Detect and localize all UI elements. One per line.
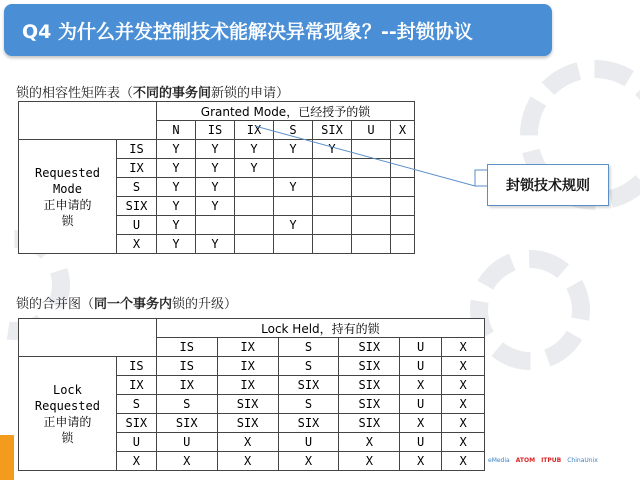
- matrix1-cell: [313, 178, 352, 197]
- matrix1-cell: [196, 216, 235, 235]
- matrix1-cell: Y: [196, 235, 235, 254]
- matrix2-row-mode: U: [116, 433, 156, 452]
- matrix2-row-mode: SIX: [116, 414, 156, 433]
- matrix2-cell: X: [442, 433, 485, 452]
- matrix1-cell: [391, 178, 415, 197]
- matrix2-cell: X: [442, 357, 485, 376]
- matrix1-row-group-label-line: Requested: [34, 165, 101, 180]
- matrix2-cell: SIX: [339, 414, 400, 433]
- matrix2-cell: X: [339, 452, 400, 471]
- matrix1-cell: [352, 159, 391, 178]
- footer-logo: eMedia: [488, 456, 510, 464]
- matrix1-cell: [391, 197, 415, 216]
- matrix1-cell: [235, 197, 274, 216]
- matrix2-cell: X: [278, 452, 339, 471]
- matrix2-cell: S: [278, 357, 339, 376]
- footer-logo: ATOM: [515, 456, 536, 464]
- matrix1-cell: [313, 235, 352, 254]
- matrix1-cell: Y: [157, 140, 196, 159]
- matrix2-row-group-label-line: 正申请的: [43, 414, 92, 429]
- matrix1-cell: [313, 197, 352, 216]
- matrix1-cell: [391, 159, 415, 178]
- matrix2-cell: SIX: [278, 376, 339, 395]
- matrix1-column-header: SIX: [313, 121, 352, 140]
- matrix2-caption-bold: 同一个事务内: [94, 297, 173, 312]
- matrix2-caption-prefix: 锁的合并图（: [16, 297, 95, 312]
- matrix1-cell: [235, 216, 274, 235]
- matrix1-cell: Y: [196, 197, 235, 216]
- matrix1-cell: [313, 216, 352, 235]
- matrix2-caption-suffix: 锁的升级）: [172, 297, 238, 312]
- matrix1-cell: [352, 140, 391, 159]
- matrix1-group-header: [157, 102, 415, 121]
- matrix1-cell: Y: [157, 197, 196, 216]
- matrix1-column-header: X: [391, 121, 415, 140]
- matrix2-cell: S: [278, 395, 339, 414]
- matrix1-group-header-label: Granted Mode，已经授予的锁: [200, 104, 371, 119]
- matrix1-column-header: U: [352, 121, 391, 140]
- matrix1-cell: [274, 197, 313, 216]
- matrix1-cell: [391, 216, 415, 235]
- matrix2-cell: X: [442, 414, 485, 433]
- callout-label: 封锁技术规则: [506, 178, 590, 194]
- footer-logos: [488, 452, 638, 468]
- footer-logo: ChinaUnix: [567, 456, 598, 464]
- matrix1-cell: [352, 216, 391, 235]
- matrix1-cell: Y: [313, 140, 352, 159]
- matrix2-cell: X: [400, 414, 442, 433]
- matrix2-row-group-label-line: 锁: [61, 430, 74, 445]
- matrix1-row-group-label-line: Mode: [53, 181, 82, 196]
- matrix1-cell: Y: [157, 159, 196, 178]
- matrix1-cell: [235, 178, 274, 197]
- matrix2-cell: X: [339, 433, 400, 452]
- matrix2-cell: SIX: [156, 414, 217, 433]
- matrix1-cell: [391, 140, 415, 159]
- matrix1-cell: Y: [235, 140, 274, 159]
- matrix2-cell: SIX: [339, 395, 400, 414]
- matrix1-corner-cell: [19, 102, 157, 140]
- matrix1-row-group-label-line: 正申请的: [43, 197, 92, 212]
- matrix2-row-mode: IS: [116, 357, 156, 376]
- matrix2-column-header: IS: [156, 338, 217, 357]
- matrix1-cell: [352, 235, 391, 254]
- matrix1-cell: Y: [274, 216, 313, 235]
- matrix2-body: [19, 357, 485, 471]
- matrix2-column-header: SIX: [339, 338, 400, 357]
- matrix2-cell: U: [400, 433, 442, 452]
- callout-rules-box: [487, 164, 609, 206]
- lock-conversion-matrix: [18, 318, 485, 471]
- matrix1-cell: [352, 178, 391, 197]
- matrix2-cell: S: [156, 395, 217, 414]
- slide-title-bar: [4, 4, 552, 56]
- matrix1-cell: Y: [157, 178, 196, 197]
- matrix1-cell: Y: [196, 178, 235, 197]
- matrix1-caption-bold: 不同的事务间: [133, 86, 212, 101]
- footer-logo: ITPUB: [541, 456, 562, 464]
- matrix1-caption-prefix: 锁的相容性矩阵表（: [16, 86, 134, 101]
- slide-title: Q4 为什么并发控制技术能解决异常现象？--封锁协议: [22, 21, 473, 43]
- matrix2-row-mode: IX: [116, 376, 156, 395]
- matrix2-cell: SIX: [278, 414, 339, 433]
- matrix1-row: [19, 140, 415, 159]
- background-gear-decoration: [470, 250, 590, 370]
- matrix1-row-group-label-line: 锁: [61, 213, 74, 228]
- matrix1-row-mode: U: [117, 216, 157, 235]
- matrix2-row: [19, 357, 485, 376]
- matrix1-caption: [16, 82, 289, 101]
- matrix1-cell: Y: [274, 140, 313, 159]
- matrix1-row-mode: SIX: [117, 197, 157, 216]
- matrix1-cell: Y: [196, 140, 235, 159]
- matrix1-column-header: N: [157, 121, 196, 140]
- matrix2-group-header-label: Lock Held，持有的锁: [261, 321, 380, 336]
- matrix1-column-header: S: [274, 121, 313, 140]
- matrix2-cell: IX: [156, 376, 217, 395]
- matrix2-cell: X: [217, 433, 278, 452]
- matrix2-cell: IS: [156, 357, 217, 376]
- matrix2-cell: U: [400, 357, 442, 376]
- matrix2-cell: IX: [217, 376, 278, 395]
- matrix2-caption: [16, 293, 237, 312]
- matrix2-cell: X: [442, 452, 485, 471]
- matrix1-cell: [274, 159, 313, 178]
- matrix2-cell: X: [442, 395, 485, 414]
- matrix2-column-header: S: [278, 338, 339, 357]
- matrix1-row-mode: S: [117, 178, 157, 197]
- matrix2-cell: X: [400, 452, 442, 471]
- matrix2-cell: X: [400, 376, 442, 395]
- matrix2-column-header: U: [400, 338, 442, 357]
- matrix1-cell: Y: [157, 235, 196, 254]
- matrix1-cell: [352, 197, 391, 216]
- matrix1-cell: [274, 235, 313, 254]
- matrix1-column-header: IS: [196, 121, 235, 140]
- matrix2-cell: U: [156, 433, 217, 452]
- matrix2-row-group-label-line: Lock: [52, 382, 82, 397]
- compatibility-matrix: [18, 101, 415, 254]
- matrix2-cell: U: [278, 433, 339, 452]
- matrix1-caption-suffix: 新锁的申请）: [211, 86, 290, 101]
- matrix2-cell: IX: [217, 357, 278, 376]
- matrix1-column-header: IX: [235, 121, 274, 140]
- matrix2-row-mode: X: [116, 452, 156, 471]
- matrix1-cell: [391, 235, 415, 254]
- matrix2-column-header: IX: [217, 338, 278, 357]
- matrix2-corner-cell: [19, 319, 157, 357]
- matrix1-row-mode: X: [117, 235, 157, 254]
- matrix2-row-group-label-line: Requested: [34, 398, 100, 413]
- matrix2-column-header: X: [442, 338, 485, 357]
- matrix1-row-mode: IS: [117, 140, 157, 159]
- matrix1-cell: [235, 235, 274, 254]
- matrix2-cell: X: [217, 452, 278, 471]
- matrix2-cell: SIX: [217, 414, 278, 433]
- matrix2-row-group-label: [19, 357, 117, 471]
- matrix1-cell: [313, 159, 352, 178]
- matrix2-row-mode: S: [116, 395, 156, 414]
- matrix1-cell: Y: [274, 178, 313, 197]
- matrix2-cell: X: [442, 376, 485, 395]
- matrix2-cell: U: [400, 395, 442, 414]
- matrix2-cell: SIX: [217, 395, 278, 414]
- matrix1-row-group-label: [19, 140, 117, 254]
- matrix1-cell: Y: [235, 159, 274, 178]
- matrix2-cell: X: [156, 452, 217, 471]
- matrix2-group-header: [156, 319, 484, 338]
- matrix1-row-mode: IX: [117, 159, 157, 178]
- matrix2-cell: SIX: [339, 357, 400, 376]
- accent-strip: [0, 435, 14, 480]
- matrix2-cell: SIX: [339, 376, 400, 395]
- matrix1-cell: Y: [196, 159, 235, 178]
- matrix1-cell: Y: [157, 216, 196, 235]
- matrix1-body: [19, 140, 415, 254]
